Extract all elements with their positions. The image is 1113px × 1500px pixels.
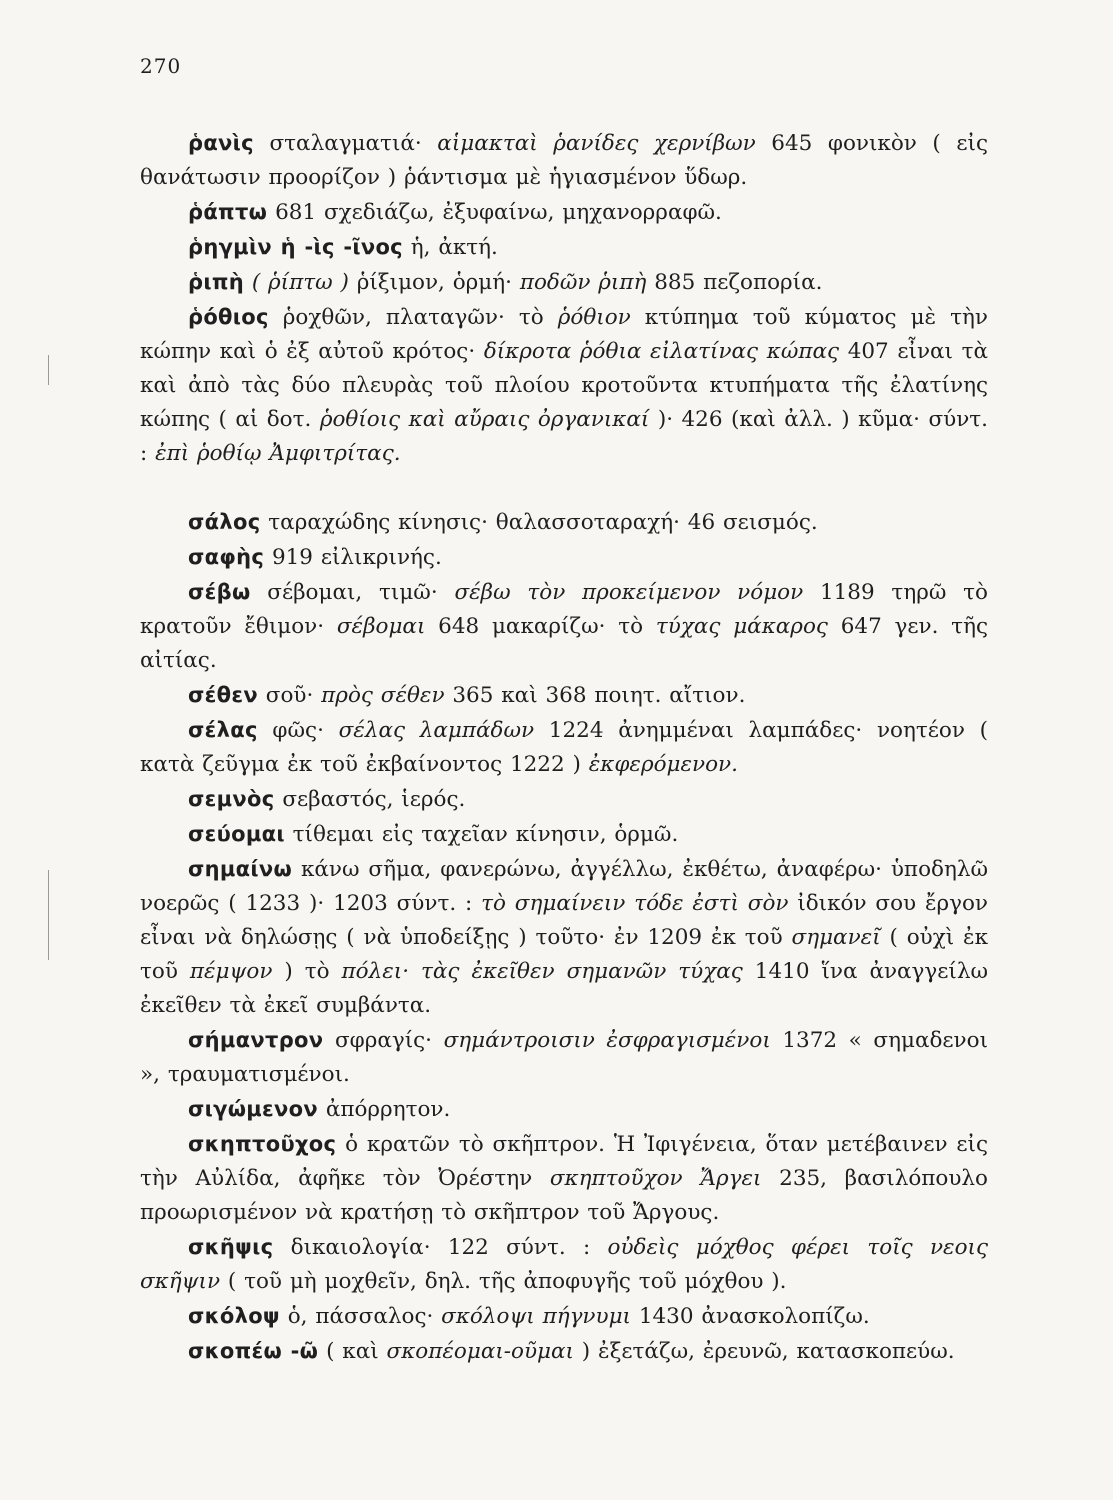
entry-definition: 407 εἶναι τὰ καὶ ἀπὸ τὰς δύο πλευρὰς τοῦ πλοίου κροτοῦντα κτυπήματα τῆς ἐλατίνης κώπης ( αἱ δοτ. bbox=[140, 339, 989, 432]
entry-definition: 681 σχεδιάζω, ἐξυφαίνω, μηχανορραφῶ. bbox=[267, 200, 722, 225]
entry-headword: σέβω bbox=[188, 580, 251, 604]
entry-citation: αἱμακταὶ ῥανίδες χερνίβων bbox=[437, 131, 756, 156]
entry-definition: ὁ, πάσσαλος· bbox=[279, 1304, 442, 1329]
entry-citation: σέλας λαμπάδων bbox=[338, 718, 535, 743]
entry-citation: σημάντροισιν ἐσφραγισμένοι bbox=[443, 1028, 771, 1053]
entry-citation: τὸ σημαίνειν τόδε ἐστὶ σὸν bbox=[481, 891, 789, 916]
entry-definition: ὁ κρατῶν τὸ σκῆπτρον. Ἡ Ἰφιγένεια, ὅταν μετέβαινεν εἰς τὴν Αὐλίδα, ἀφῆκε τὸν Ὀρέστην bbox=[140, 1132, 988, 1191]
glossary-entry bbox=[140, 1127, 988, 1230]
entry-definition: 235, βασιλόπουλο προωρισμένον νὰ κρατήσῃ τὸ σκῆπτρον τοῦ Ἄργους. bbox=[140, 1166, 988, 1225]
entry-citation: τύχας μάκαρος bbox=[655, 614, 828, 639]
entry-headword: ῥάπτω bbox=[188, 200, 268, 224]
entry-citation: ποδῶν ῥιπὴ bbox=[519, 270, 647, 295]
entry-definition: 1189 τηρῶ τὸ κρατοῦν ἔθιμον· bbox=[140, 580, 988, 639]
entry-citation: σημανεῖ bbox=[791, 925, 881, 950]
entry-citation: σκοπέομαι-οῦμαι bbox=[386, 1339, 574, 1364]
entry-headword: σάλος bbox=[188, 510, 261, 534]
entry-headword: σημαίνω bbox=[188, 857, 293, 881]
entry-definition: ἡ, ἀκτή. bbox=[402, 235, 498, 260]
glossary-entry bbox=[140, 782, 988, 817]
margin-mark bbox=[48, 355, 49, 385]
glossary-entry bbox=[140, 265, 988, 300]
entry-citation: ῥόθιον bbox=[557, 305, 631, 330]
entry-citation: ῥοθίοις καὶ αὔραις ὀργανικαί bbox=[319, 407, 650, 432]
entry-definition: ( καὶ bbox=[318, 1339, 387, 1364]
entry-definition: σταλαγματιά· bbox=[253, 131, 438, 156]
entry-headword: σεύομαι bbox=[188, 822, 285, 846]
entry-definition: σέβομαι, τιμῶ· bbox=[250, 580, 455, 605]
entry-definition: δικαιολογία· 122 σύντ. : bbox=[273, 1235, 608, 1260]
entry-definition: 1224 ἀνημμέναι λαμπάδες· νοητέον ( κατὰ ζεῦγμα ἐκ τοῦ ἐκβαίνοντος 1222 ) bbox=[140, 718, 988, 777]
entry-definition: 648 μακαρίζω· τὸ bbox=[425, 614, 656, 639]
glossary-entries bbox=[140, 126, 988, 1369]
entry-citation: ἐκφερόμενον. bbox=[588, 752, 738, 777]
entry-citation: σκηπτοῦχον Ἄργει bbox=[549, 1166, 762, 1191]
entry-definition: 1410 ἵνα ἀναγγείλω ἐκεῖθεν τὰ ἐκεῖ συμβάντα. bbox=[140, 959, 988, 1018]
entry-definition: κάνω σῆμα, φανερώνω, ἀγγέλλω, ἐκθέτω, ἀναφέρω· ὑποδηλῶ νοερῶς ( 1233 )· 1203 σύντ. : bbox=[140, 857, 988, 916]
entry-definition: 1430 ἀνασκολοπίζω. bbox=[630, 1304, 870, 1329]
entry-definition: 1372 « σημαδενοι », τραυματισμένοι. bbox=[140, 1028, 988, 1087]
entry-definition: κτύπημα τοῦ κύματος μὲ τὴν κώπην καὶ ὁ ἐξ αὐτοῦ κρότος· bbox=[140, 305, 988, 364]
glossary-entry bbox=[140, 678, 988, 713]
glossary-entry bbox=[140, 230, 988, 265]
entry-definition: σεβαστός, ἱερός. bbox=[274, 787, 466, 812]
entry-citation: πρὸς σέθεν bbox=[321, 683, 445, 708]
entry-definition: 647 γεν. τῆς αἰτίας. bbox=[140, 614, 988, 673]
entry-headword: σκῆψις bbox=[188, 1235, 274, 1259]
entry-headword: ῥόθιος bbox=[188, 305, 269, 329]
glossary-entry bbox=[140, 1299, 988, 1334]
glossary-entry bbox=[140, 1230, 988, 1299]
entry-citation: δίκροτα ῥόθια εἰλατίνας κώπας bbox=[483, 339, 840, 364]
entry-definition: σοῦ· bbox=[257, 683, 322, 708]
glossary-entry bbox=[140, 852, 988, 1023]
entry-definition: 645 φονικὸν ( εἰς θανάτωσιν προορίζον ) ῥάντισμα μὲ ἡγιασμένον ὕδωρ. bbox=[140, 131, 988, 190]
entry-citation: σκόλοψι πήγνυμι bbox=[441, 1304, 631, 1329]
glossary-entry bbox=[140, 540, 988, 575]
entry-definition: )· 426 (καὶ ἀλλ. ) κῦμα· σύντ. : bbox=[140, 407, 988, 466]
entry-headword: σέλας bbox=[188, 718, 258, 742]
entry-headword: σεμνὸς bbox=[188, 787, 275, 811]
entry-definition: ῥοχθῶν, πλαταγῶν· τὸ bbox=[268, 305, 558, 330]
glossary-entry bbox=[140, 713, 988, 782]
entry-citation: σέβομαι bbox=[336, 614, 426, 639]
entry-definition: ἀπόρρητον. bbox=[317, 1097, 451, 1122]
entry-headword: ῥηγμὶν ἡ -ὶς -ῖνος bbox=[188, 235, 403, 259]
entry-headword: σήμαντρον bbox=[188, 1028, 324, 1052]
entry-citation: σέβω τὸν προκείμενον νόμον bbox=[454, 580, 804, 605]
glossary-entry bbox=[140, 575, 988, 678]
entry-definition: ( τοῦ μὴ μοχθεῖν, δηλ. τῆς ἀποφυγῆς τοῦ μόχθου ). bbox=[220, 1269, 787, 1294]
entry-definition: ταραχώδης κίνησις· θαλασσοταραχή· 46 σεισμός. bbox=[260, 510, 818, 535]
entry-headword: ῥιπὴ bbox=[188, 270, 244, 294]
glossary-entry bbox=[140, 300, 988, 471]
entry-citation: πέμψον bbox=[189, 959, 273, 984]
entry-headword: σκηπτοῦχος bbox=[188, 1132, 337, 1156]
entry-citation: οὐδεὶς μόχθος φέρει τοῖς νεοις σκῆψιν bbox=[140, 1235, 989, 1294]
entry-citation: ἐπὶ ῥοθίῳ Ἀμφιτρίτας. bbox=[155, 441, 401, 466]
entry-headword: σιγώμενον bbox=[188, 1097, 318, 1121]
entry-definition: 919 εἰλικρινής. bbox=[264, 545, 442, 570]
entry-definition: φῶς· bbox=[257, 718, 339, 743]
entry-citation: ( ῥίπτω ) bbox=[243, 270, 349, 295]
entry-definition: 885 πεζοπορία. bbox=[646, 270, 823, 295]
entry-headword: σέθεν bbox=[188, 683, 258, 707]
glossary-entry bbox=[140, 126, 988, 195]
entry-definition: 365 καὶ 368 ποιητ. αἴτιον. bbox=[444, 683, 746, 708]
entry-definition: ) ἐξετάζω, ἐρευνῶ, κατασκοπεύω. bbox=[573, 1339, 955, 1364]
entry-definition: ῥίξιμον, ὁρμή· bbox=[348, 270, 520, 295]
glossary-entry bbox=[140, 505, 988, 540]
entry-definition: ) τὸ bbox=[272, 959, 342, 984]
entry-headword: σαφὴς bbox=[188, 545, 265, 569]
glossary-entry bbox=[140, 817, 988, 852]
entry-definition: ἰδικόν σου ἔργον εἶναι νὰ δηλώσῃς ( νὰ ὑποδείξῃς ) τοῦτο· ἐν 1209 ἐκ τοῦ bbox=[140, 891, 988, 950]
entry-definition: ( οὐχὶ ἐκ τοῦ bbox=[140, 925, 989, 984]
margin-mark bbox=[48, 870, 49, 960]
entry-citation: πόλει· τὰς ἐκεῖθεν σημανῶν τύχας bbox=[341, 959, 743, 984]
glossary-entry bbox=[140, 1023, 988, 1092]
entry-headword: σκόλοψ bbox=[188, 1304, 280, 1328]
entry-definition: σφραγίς· bbox=[323, 1028, 444, 1053]
glossary-entry bbox=[140, 1092, 988, 1127]
page-number: 270 bbox=[140, 54, 182, 78]
glossary-entry bbox=[140, 195, 988, 230]
entry-headword: ῥανὶς bbox=[188, 131, 254, 155]
entry-headword: σκοπέω -ῶ bbox=[188, 1339, 319, 1363]
glossary-entry bbox=[140, 1334, 988, 1369]
entry-definition: τίθεμαι εἰς ταχεῖαν κίνησιν, ὁρμῶ. bbox=[284, 822, 679, 847]
